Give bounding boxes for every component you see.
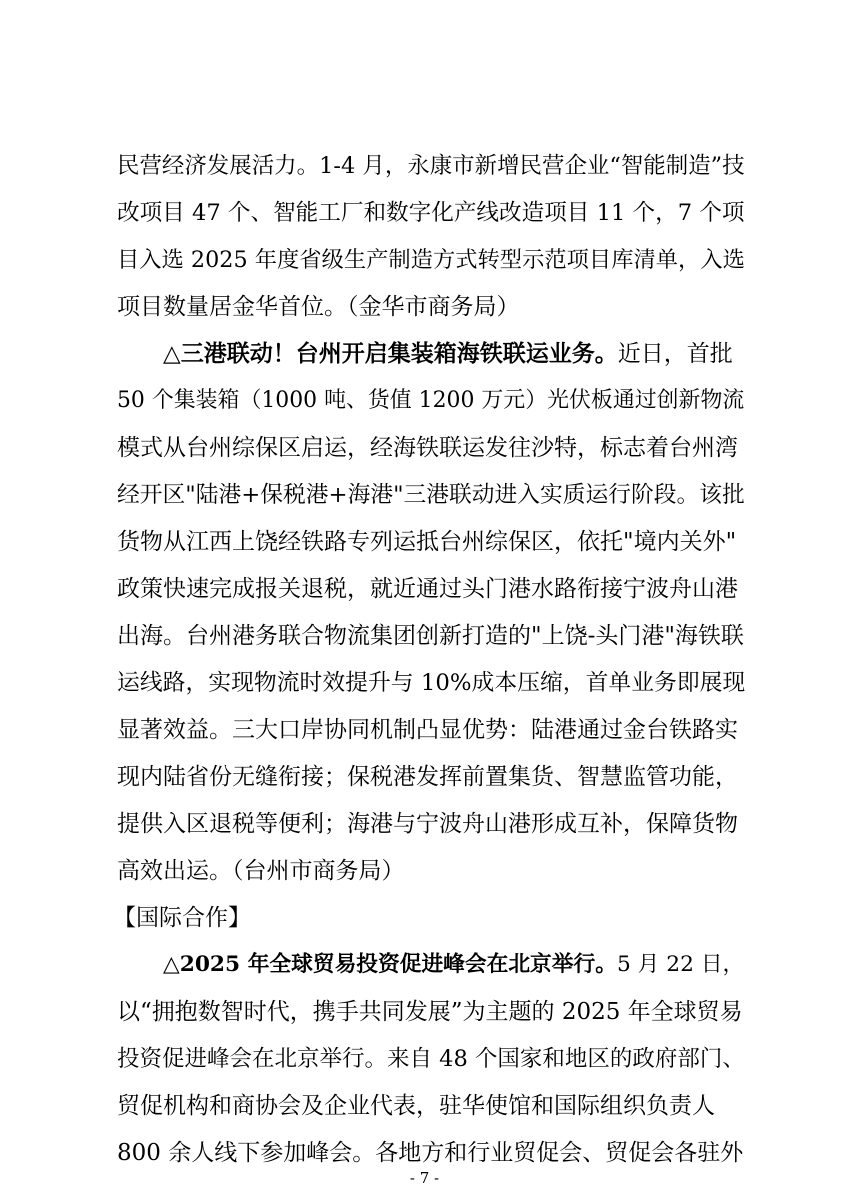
text-line: 货物从江西上饶经铁路专列运抵台州综保区，依托"境内关外" — [117, 529, 737, 555]
text-line: 出海。台州港务联合物流集团创新打造的"上饶-头门港"海铁联 — [117, 623, 744, 649]
text-line: 50 个集装箱（1000 吨、货值 1200 万元）光伏板通过创新物流 — [117, 388, 745, 413]
text-line: 显著效益。三大口岸协同机制凸显优势：陆港通过金台铁路实 — [117, 717, 738, 743]
text-line: 经开区"陆港+保税港+海港"三港联动进入实质运行阶段。该批 — [117, 482, 745, 508]
text-line: 高效出运。（台州市商务局） — [117, 858, 405, 884]
text-line: 目入选 2025 年度省级生产制造方式转型示范项目库清单，入选 — [117, 247, 745, 273]
page-number: - 7 - — [409, 1169, 440, 1187]
text-line: 现内陆省份无缝衔接；保税港发挥前置集货、智慧监管功能， — [117, 764, 738, 790]
text-line: 运线路，实现物流时效提升与 10%成本压缩，首单业务即展现 — [117, 670, 746, 696]
text-line: 贸促机构和商协会及企业代表，驻华使馆和国际组织负责人 — [117, 1093, 715, 1119]
text-run: 5 月 22 日， — [616, 952, 745, 977]
text-line: 改项目 47 个、智能工厂和数字化产线改造项目 11 个，7 个项 — [117, 200, 745, 226]
text-line: 以“拥抱数智时代，携手共同发展”为主题的 2025 年全球贸易 — [117, 999, 743, 1025]
news-item-headline-line — [163, 951, 744, 979]
news-item-headline-line — [163, 340, 733, 368]
text-line: 800 余人线下参加峰会。各地方和行业贸促会、贸促会各驻外 — [117, 1140, 744, 1166]
text-run: 近日，首批 — [617, 341, 733, 367]
section-heading: 【国际合作】 — [113, 905, 251, 931]
text-line: 提供入区退税等便利；海港与宁波舟山港形成互补，保障货物 — [117, 811, 738, 837]
text-line: 民营经济发展活力。1-4 月，永康市新增民营企业“智能制造”技 — [117, 153, 745, 179]
text-line: 投资促进峰会在北京举行。来自 48 个国家和地区的政府部门、 — [117, 1046, 745, 1072]
text-line: 项目数量居金华首位。（金华市商务局） — [117, 294, 520, 320]
text-line: 模式从台州综保区启运，经海铁联运发往沙特，标志着台州湾 — [117, 435, 738, 461]
news-item-headline: △三港联动！台州开启集装箱海铁联运业务。 — [163, 340, 618, 367]
news-item-headline: △2025 年全球贸易投资促进峰会在北京举行。 — [163, 952, 617, 977]
text-line: 政策快速完成报关退税，就近通过头门港水路衔接宁波舟山港 — [117, 576, 738, 602]
